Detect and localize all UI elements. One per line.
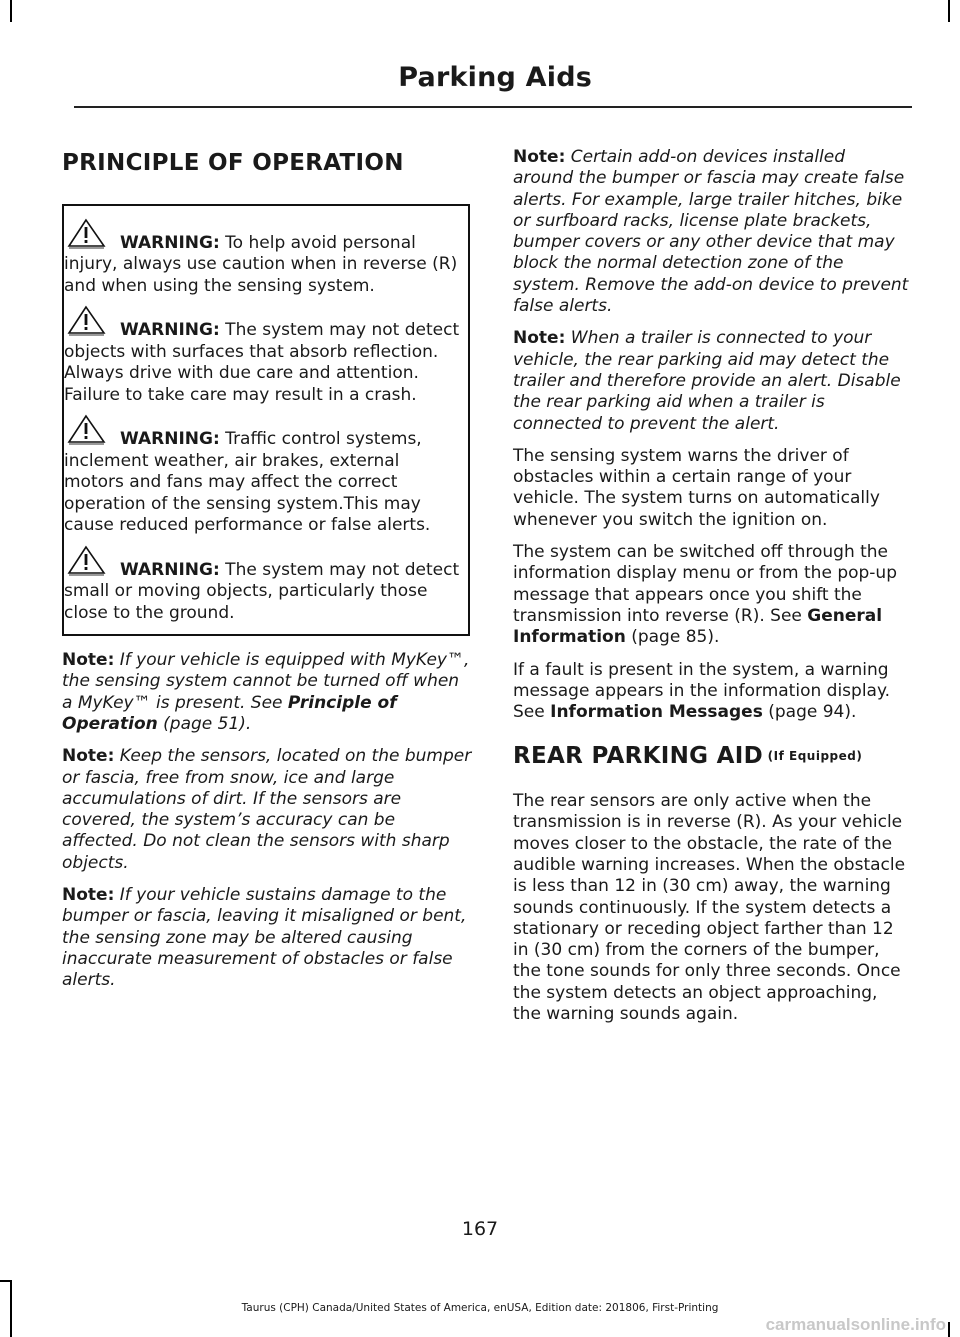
note-label: Note: xyxy=(62,650,115,671)
section-heading-text: REAR PARKING AID xyxy=(513,743,763,770)
chapter-title: Parking Aids xyxy=(398,62,592,93)
note-paragraph xyxy=(62,650,472,735)
warning-text: The system may not detect objects with surfaces that absorb reflection. Always drive with due care and attention. Failure to take care may result in a crash. xyxy=(64,320,460,405)
body-text: The system can be switched off through the information display menu or from the pop-up message that appears once you shift the transmission into reverse (R). See xyxy=(513,542,898,626)
warning-text: To help avoid personal injury, always use caution when in reverse (R) and when using the sensing system. xyxy=(64,232,458,296)
cross-reference-link[interactable]: Information Messages xyxy=(550,702,763,723)
page-reference: (page 94). xyxy=(762,702,857,723)
page-reference: (page 51). xyxy=(157,713,252,734)
body-paragraph xyxy=(513,660,910,724)
warning-item xyxy=(64,305,460,406)
note-text: Keep the sensors, located on the bumper or fascia, free from snow, ice and large accumulations of dirt. If the sensors are covered, the system’s accuracy can be affected. Do not clean the sensors with sharp objects. xyxy=(62,746,472,873)
note-paragraph xyxy=(513,147,910,317)
note-label: Note: xyxy=(62,885,115,906)
section-heading-principle: PRINCIPLE OF OPERATION xyxy=(62,150,404,176)
crop-mark xyxy=(948,1322,950,1337)
left-column xyxy=(62,142,472,1003)
warning-label: WARNING: xyxy=(120,232,220,253)
right-column xyxy=(513,147,910,1036)
crop-mark xyxy=(0,1280,11,1282)
note-text: If your vehicle is equipped with MyKey™, the sensing system cannot be turned off when a MyKey™ is present. See xyxy=(62,650,470,713)
warning-item xyxy=(64,545,460,625)
warning-triangle-icon xyxy=(64,218,114,250)
page-number: 167 xyxy=(461,1218,499,1240)
footer-edition-info: Taurus (CPH) Canada/United States of America, enUSA, Edition date: 201806, First-Printing xyxy=(241,1302,719,1314)
note-label: Note: xyxy=(62,746,115,767)
warning-label: WARNING: xyxy=(120,429,220,450)
page-reference: (page 85). xyxy=(625,627,720,648)
warning-triangle-icon xyxy=(64,414,114,446)
equipment-qualifier: (If Equipped) xyxy=(762,749,863,764)
note-text: When a trailer is connected to your vehicle, the rear parking aid may detect the trailer and therefore provide an alert. Disable the rear parking aid when a trailer is connected to prevent the alert. xyxy=(513,328,901,434)
section-heading-rear-parking-aid xyxy=(513,743,910,771)
header-divider xyxy=(74,106,912,108)
warning-label: WARNING: xyxy=(120,320,220,341)
crop-mark xyxy=(948,0,950,22)
warning-text: Traffic control systems, inclement weather, air brakes, external motors and fans may affect the correct operation of the sensing system.This may cause reduced performance or false alerts. xyxy=(64,429,431,536)
note-paragraph xyxy=(62,885,472,991)
warning-triangle-icon xyxy=(64,545,114,577)
crop-mark xyxy=(10,0,12,22)
note-paragraph xyxy=(62,746,472,874)
cross-reference-link[interactable]: General Information xyxy=(513,605,883,648)
note-text: If your vehicle sustains damage to the bumper or fascia, leaving it misaligned or bent, the sensing zone may be altered causing inaccurate measurement of obstacles or false alerts. xyxy=(62,885,467,991)
note-label: Note: xyxy=(513,147,566,167)
note-label: Note: xyxy=(513,328,566,349)
warning-triangle-icon xyxy=(64,305,114,337)
body-paragraph: The rear sensors are only active when the transmission is in reverse (R). As your vehicle moves closer to the obstacle, the rate of the audible warning increases. When the obstacle is less than 12 in (30 cm) away, the warning sounds continuously. If the system detects a stationary or receding object farther than 12 in (30 cm) from the corners of the bumper, the tone sounds for only three seconds. Once the system detects an object approaching, the warning sounds again. xyxy=(513,791,906,1024)
body-text: If a fault is present in the system, a warning message appears in the information display. See xyxy=(513,659,890,723)
warning-item xyxy=(64,218,460,298)
warning-text: The system may not detect small or moving objects, particularly those close to the ground. xyxy=(64,559,460,623)
warning-item xyxy=(64,414,460,537)
note-text: Certain add-on devices installed around the bumper or fascia may create false alerts. For example, large trailer hitches, bike or surfboard racks, license plate brackets, bumper covers or any other device that may block the normal detection zone of the system. Remove the add-on device to prevent false alerts. xyxy=(513,147,909,317)
note-paragraph xyxy=(513,328,910,434)
body-paragraph: The sensing system warns the driver of obstacles within a certain range of your vehicle. The system turns on automatically whenever you switch the ignition on. xyxy=(513,445,880,530)
body-paragraph xyxy=(513,542,910,648)
cross-reference-link[interactable]: Principle of Operation xyxy=(62,692,397,734)
warning-label: WARNING: xyxy=(120,559,220,580)
watermark: carmanualsonline.info xyxy=(765,1315,946,1334)
warnings-box xyxy=(62,204,470,637)
